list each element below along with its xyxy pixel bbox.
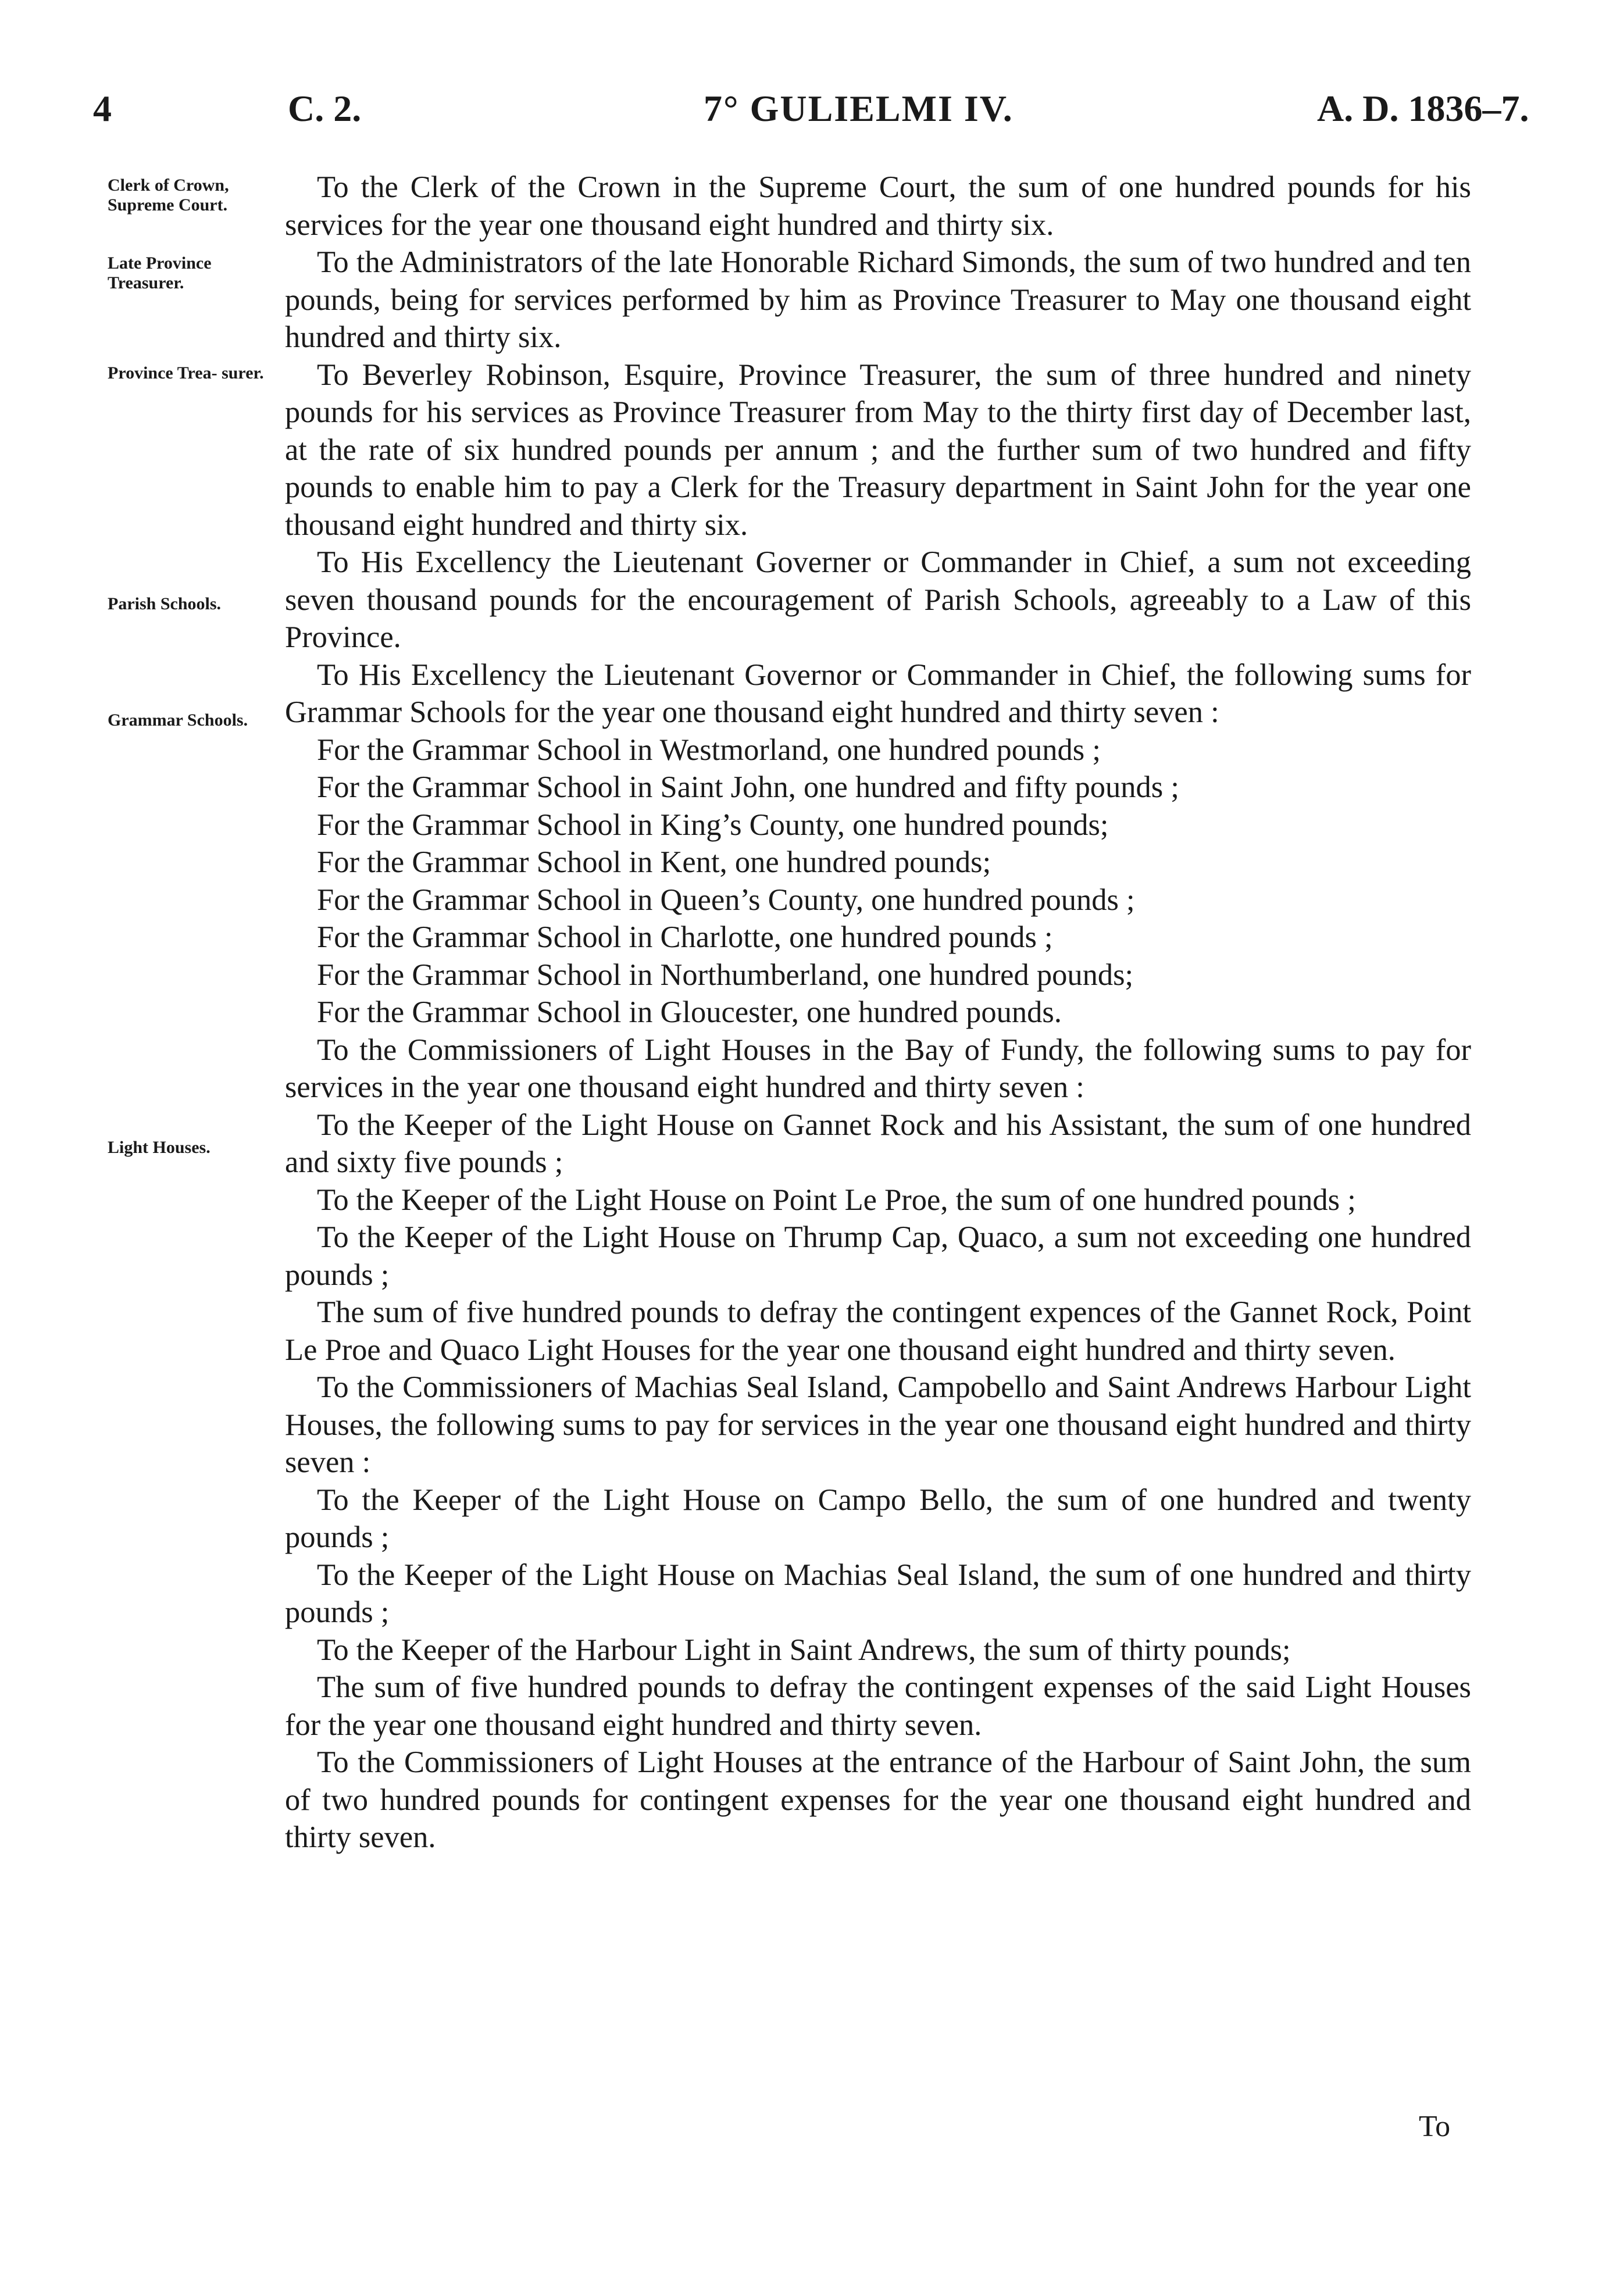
paragraph-late-treasurer: To the Administrators of the late Honorable Richard Simonds, the sum of two hundred and ten pounds, being for services performed by him as Province Treasurer to May one thousand eight hundred and thirty six. [285, 245, 1471, 354]
lighthouse-item: To the Keeper of the Light House on Point Le Proe, the sum of one hundred pounds ; [317, 1183, 1356, 1217]
paragraph-clerk-of-crown: To the Clerk of the Crown in the Supreme Court, the sum of one hundred pounds for his services for the year one thousand eight hundred and thirty six. [285, 170, 1471, 242]
running-header [0, 87, 1613, 140]
lighthouse-item: The sum of five hundred pounds to defray the contingent expences of the Gannet Rock, Point Le Proe and Quaco Light Houses for the year one thousand eight hundred and thirty seven. [285, 1295, 1471, 1367]
margin-note-clerk-of-crown: Clerk of Crown, Supreme Court. [108, 176, 229, 215]
margin-note-province-treasurer: Province Trea- surer. [108, 363, 264, 383]
margin-note-parish-schools: Parish Schools. [108, 594, 222, 613]
paragraph-grammar-schools: To His Excellency the Lieutenant Governor or Commander in Chief, the following sums for Grammar Schools for the year one thousand eight hundred and thirty seven : [285, 658, 1471, 729]
body-text [285, 169, 1471, 1856]
margin-note-light-houses: Light Houses. [108, 1138, 210, 1157]
grammar-school-item: For the Grammar School in King’s County, one hundred pounds; [317, 808, 1109, 842]
paragraph-lighthouses-fundy: To the Commissioners of Light Houses in the Bay of Fundy, the following sums to pay for services in the year one thousand eight hundred and thirty seven : [285, 1033, 1471, 1104]
grammar-school-item: For the Grammar School in Northumberland, one hundred pounds; [317, 958, 1134, 992]
grammar-school-item: For the Grammar School in Saint John, one hundred and fifty pounds ; [317, 770, 1179, 804]
paragraph-machias-commissioners: To the Commissioners of Machias Seal Island, Campobello and Saint Andrews Harbour Light Houses, the following sums to pay for services in the year one thousand eight hundred and thirty seven : [285, 1370, 1471, 1479]
grammar-school-item: For the Grammar School in Gloucester, one hundred pounds. [317, 995, 1062, 1029]
paragraph-province-treasurer: To Beverley Robinson, Esquire, Province Treasurer, the sum of three hundred and ninety pounds for his services as Province Treasurer from May to the thirty first day of December last, at the rate of six hundred pounds per annum ; and the further sum of two hundred and fifty pounds to enable him to pay a Clerk for the Treasury department in Saint John for the year one thousand eight hundred and thirty six. [285, 358, 1471, 542]
catchword: To [1419, 2110, 1451, 2143]
machias-item: To the Keeper of the Light House on Machias Seal Island, the sum of one hundred and thirty pounds ; [285, 1558, 1471, 1629]
margin-note-late-treasurer: Late Province Treasurer. [108, 253, 212, 292]
paragraph-saint-john-harbour: To the Commissioners of Light Houses at the entrance of the Harbour of Saint John, the sum of two hundred pounds for contingent expenses for the year one thousand eight hundred and thirty seven. [285, 1745, 1471, 1854]
lighthouse-item: To the Keeper of the Light House on Gannet Rock and his Assistant, the sum of one hundred and sixty five pounds ; [285, 1108, 1471, 1179]
paragraph-parish-schools: To His Excellency the Lieutenant Governer or Commander in Chief, a sum not exceeding seven thousand pounds for the encouragement of Parish Schools, agreeably to a Law of this Province. [285, 545, 1471, 654]
regnal-year: 7° GULIELMI IV. [704, 88, 1014, 129]
page-number: 4 [93, 88, 112, 129]
machias-item: To the Keeper of the Light House on Campo Bello, the sum of one hundred and twenty pounds ; [285, 1483, 1471, 1554]
calendar-year: A. D. 1836–7. [1317, 88, 1529, 129]
machias-item: To the Keeper of the Harbour Light in Saint Andrews, the sum of thirty pounds; [317, 1633, 1291, 1667]
chapter-number: C. 2. [288, 88, 362, 129]
grammar-school-item: For the Grammar School in Westmorland, one hundred pounds ; [317, 733, 1101, 767]
grammar-school-item: For the Grammar School in Kent, one hundred pounds; [317, 845, 991, 879]
grammar-school-item: For the Grammar School in Queen’s County, one hundred pounds ; [317, 883, 1135, 917]
margin-note-grammar-schools: Grammar Schools. [108, 710, 248, 730]
grammar-school-item: For the Grammar School in Charlotte, one hundred pounds ; [317, 920, 1053, 954]
lighthouse-item: To the Keeper of the Light House on Thrump Cap, Quaco, a sum not exceeding one hundred pounds ; [285, 1220, 1471, 1292]
machias-item: The sum of five hundred pounds to defray the contingent expenses of the said Light Houses for the year one thousand eight hundred and thirty seven. [285, 1670, 1471, 1742]
